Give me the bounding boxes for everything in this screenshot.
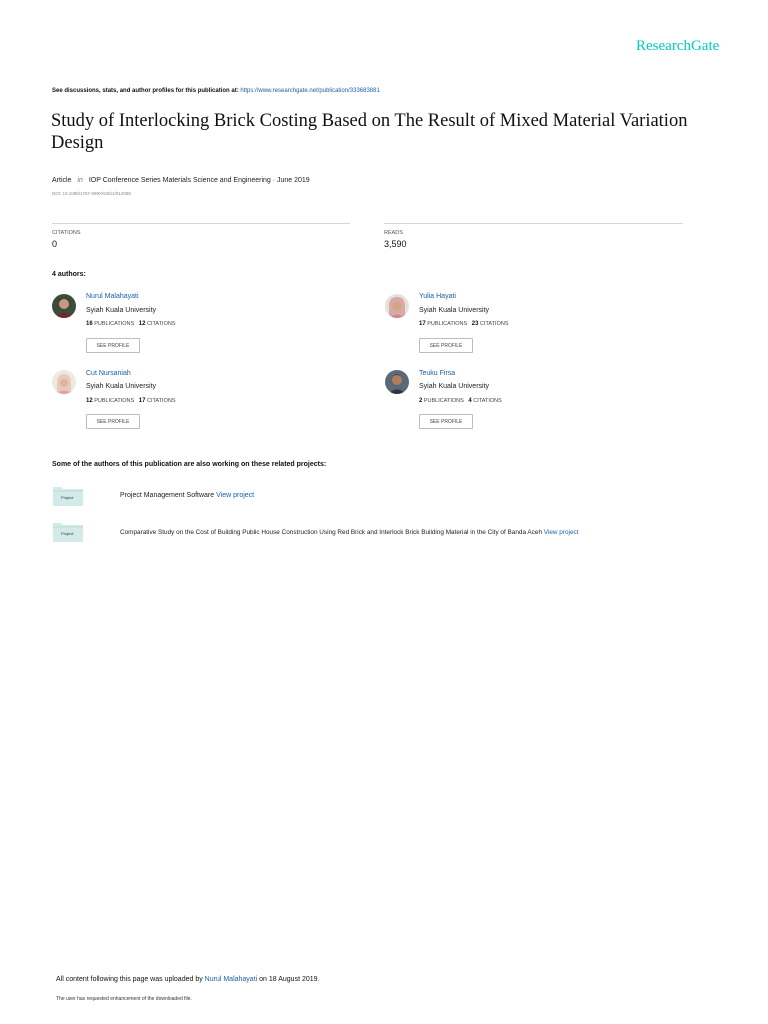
paper-type: Article — [52, 177, 72, 184]
see-profile-button[interactable]: SEE PROFILE — [419, 414, 473, 429]
project-entry — [120, 529, 578, 536]
author-affiliation: Syiah Kuala University — [419, 383, 490, 390]
paper-doi: DOI: 10.1088/1757-899X/536/1/012088 — [52, 191, 131, 196]
project-icon-label: Project — [61, 495, 74, 500]
publications-label: PUBLICATIONS — [94, 398, 135, 404]
author-counts — [419, 321, 509, 327]
project-title: Project Management Software — [120, 492, 215, 499]
citations-count: 4 — [468, 398, 472, 404]
citations-count: 17 — [138, 398, 146, 404]
author-counts — [419, 398, 502, 404]
related-projects-heading: Some of the authors of this publication are also working on these related projects: — [52, 461, 327, 468]
citations-count-label: CITATIONS — [146, 398, 176, 404]
avatar[interactable] — [385, 294, 409, 318]
author-name[interactable]: Nurul Malahayati — [86, 293, 139, 300]
paper-venue[interactable]: IOP Conference Series Materials Science and Engineering · June 2019 — [88, 177, 310, 184]
publications-count: 17 — [419, 321, 426, 327]
enhancement-note: The user has requested enhancement of the downloaded file. — [56, 996, 192, 1002]
in-label: in — [77, 177, 83, 184]
publications-label: PUBLICATIONS — [423, 398, 464, 404]
author-affiliation: Syiah Kuala University — [86, 383, 157, 390]
uploader-link[interactable]: Nurul Malahayati — [204, 976, 258, 983]
project-entry — [120, 492, 254, 499]
reads-value: 3,590 — [384, 239, 407, 249]
project-folder-icon — [53, 486, 83, 506]
upload-note — [56, 976, 320, 983]
project-folder-icon — [53, 522, 83, 542]
paper-meta — [52, 177, 310, 184]
citations-count-label: CITATIONS — [146, 321, 176, 327]
citations-count-label: CITATIONS — [473, 398, 502, 404]
author-counts — [86, 398, 176, 404]
citations-label: CITATIONS — [52, 230, 81, 236]
project-icon-label: Project — [61, 531, 74, 536]
author-affiliation: Syiah Kuala University — [419, 307, 490, 314]
discussion-text: See discussions, stats, and author profiles for this publication at: — [52, 88, 239, 94]
view-project-link[interactable]: View project — [543, 529, 579, 536]
publications-count: 12 — [86, 398, 93, 404]
see-profile-button[interactable]: SEE PROFILE — [86, 338, 140, 353]
authors-heading: 4 authors: — [52, 271, 86, 278]
reads-label: READS — [384, 230, 403, 236]
author-name[interactable]: Yulia Hayati — [419, 293, 456, 300]
citations-count-label: CITATIONS — [479, 321, 509, 327]
avatar[interactable] — [52, 294, 76, 318]
author-affiliation: Syiah Kuala University — [86, 307, 157, 314]
see-profile-button[interactable]: SEE PROFILE — [419, 338, 473, 353]
publications-label: PUBLICATIONS — [427, 321, 468, 327]
view-project-link[interactable]: View project — [216, 492, 255, 499]
publications-count: 16 — [86, 321, 93, 327]
citations-count: 12 — [138, 321, 146, 327]
author-name[interactable]: Cut Nursaniah — [86, 370, 131, 377]
author-name[interactable]: Teuku Firsa — [419, 370, 456, 377]
divider-reads — [384, 223, 683, 224]
see-profile-button[interactable]: SEE PROFILE — [86, 414, 140, 429]
upload-suffix: on 18 August 2019. — [259, 976, 320, 983]
divider-citations — [52, 223, 350, 224]
project-title: Comparative Study on the Cost of Building Public House Construction Using Red Brick and Interlock Brick Building Material in the City of Banda Aceh — [120, 529, 542, 536]
discussion-line — [52, 88, 380, 94]
avatar[interactable] — [52, 370, 76, 394]
author-counts — [86, 321, 176, 327]
publications-count: 2 — [419, 398, 423, 404]
citations-value: 0 — [52, 239, 58, 249]
publications-label: PUBLICATIONS — [94, 321, 135, 327]
paper-title: Study of Interlocking Brick Costing Based on The Result of Mixed Material Variation Design — [51, 111, 688, 153]
avatar[interactable] — [385, 370, 409, 394]
researchgate-logo[interactable]: ResearchGate — [636, 38, 720, 54]
upload-prefix: All content following this page was uploaded by — [56, 976, 203, 983]
publication-link[interactable]: https://www.researchgate.net/publication/333683881 — [240, 88, 380, 94]
citations-count: 23 — [471, 321, 479, 327]
